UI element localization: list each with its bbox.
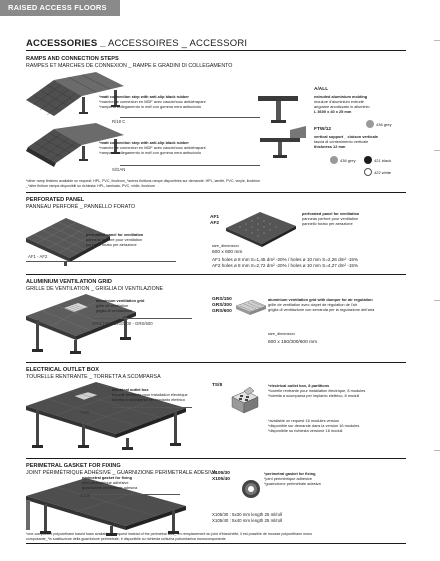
profile-code: A/ALL [314,87,329,92]
perforated-description: perforated panel for ventilation panneau perforé pour ventilation pannello forato per aerazione [302,211,360,227]
grid-dim-label: size_dimension [268,331,295,336]
swatch-label: 436 grey [376,122,392,127]
grid-leader [92,318,192,319]
outlet-box-thumbnail [230,387,260,415]
section-header-tab [0,0,120,16]
outlet-heading: ELECTRICAL OUTLET BOX [26,367,99,373]
perforated-heading: PERFORATED PANEL [26,197,85,203]
perforated-holes: AF1 holes ø 8 mm S=1,45 dm² -20% / holes ø 10 mm S=2,26 dm² -15% AF2 holes ø 8 mm S=2,72 dm² -20% / holes ø 10 mm S=4,27 dm² -15% [212,257,359,269]
section-divider [26,192,406,193]
swatch-label: 421 black [374,158,392,163]
margin-tick [434,40,440,41]
outlet-code: TS/8 [212,383,223,388]
outlet-img-code: TS/8 [80,410,90,415]
grid-description: aluminium ventilation grid with dumper for air regulation grille de ventilation avec clapet de régulation de l'air griglia di ventilazione con serranda per la regolazione dell'aria [268,297,375,313]
ftw-description: vertical support _ cloison verticale fascia di contenimento verticale thickness 12 mm [314,134,379,150]
perforated-codes: AF1 AF2 [210,215,220,227]
gasket-heading: PERIMETRAL GASKET FOR FIXING [26,463,121,469]
grid-codes: GRS/150 GRS/300 GRS/600 [212,297,232,315]
ramp-1-leader [120,117,260,118]
profile-description: extruded aluminium molding moulure d'aluminium extrudé angolare anodizzato in alluminio L 3600 x 40 x 25 mm [314,94,370,115]
swatch-421-black [364,156,372,164]
outlet-leader [112,407,192,408]
outlet-description: *electrical outlet box, 8 partitions *tourelle rentrante pour installation électrique, 8 modules *torretta a scomparsa per impianto elettrico, 8 moduli [268,383,366,399]
perforated-dim: 600 x 600 mm [212,250,243,255]
grid-img-description: aluminium ventilation grid grille de ventilation griglia di ventilazione [96,298,145,314]
aluminium-profile-illustration [258,92,308,160]
ramps-heading: RAMPS AND CONNECTION STEPS [26,56,119,62]
ramp-2-code: S/GAN [112,167,126,172]
grid-subheading: GRILLE DE VENTILATION _ GRIGLIA DI VENTILAZIONE [26,286,164,292]
ramp-2-leader [120,165,260,166]
section-divider [26,274,406,275]
ramps-footnote: *other ramp finishes available on request: HPL, PVC, linoleum_*autres finitions rampe disponibles sur demande: HPL, lamifé, PVC, vinyle, linoléum _*altre finiture rampa disponibili su richiesta: HPL, laminato, PVC, vinile, linoleum [26,179,261,188]
grid-heading: ALUMINIUM VENTILATION GRID [26,279,112,285]
swatch-436-grey [366,120,374,128]
gasket-img-description: perimetral gasket for fixing joint périmétrique adhésive guarnizione perimetrale adesiva [82,475,138,491]
outlet-notes: *available on request 16 modules version *disponible sur demande dans la version 16 modules *disponibile su richiesta versione 16 moduli [268,418,360,434]
gasket-codes: X105/30 X105/40 [212,471,230,483]
ramp-2-description: *matt connection step with anti-slip black rubber *marche de connexion en MDF avec caoutchouc antidérapant *rampa di collegamento in mdf con gomma nera antiscivolo [99,140,206,156]
ramp-1-code: R/18 C [112,119,126,124]
grid-img-code: GRS/150 - GRS/300 - GRS/600 [92,321,153,326]
swatch-label: 436 grey [340,158,356,163]
gasket-description: *perimetral gasket for fixing *joint périmétrique adhésive *guarnizione perimetrale adesiva [264,471,321,487]
page-title: ACCESSORIES _ ACCESSOIRES _ ACCESSORI [26,38,248,49]
margin-tick [434,450,440,451]
margin-tick [434,150,440,151]
gasket-img-code: X105 [80,493,91,498]
margin-tick [434,300,440,301]
grid-dim: 600 x 150/300/600 mm [268,340,318,345]
gasket-dims: X105/30 : 5x30 mm length 25 ml/roll X105/40 : 5x40 mm length 25 ml/roll [212,512,283,524]
ventilation-grid-thumbnail [236,298,266,318]
section-divider [26,458,406,459]
gasket-leader [82,494,180,495]
gasket-roll-thumbnail [240,478,262,500]
section-header-label: RAISED ACCESS FLOORS [8,3,107,12]
ramps-subheading: RAMPES ET MARCHES DE CONNEXION _ RAMPE E GRADINI DI COLLEGAMENTO [26,63,233,69]
perforated-dim-label: size_dimension [212,243,239,248]
perforated-leader [26,261,176,262]
section-divider [26,362,406,363]
section-divider [26,543,406,544]
ftw-code: FTW/12 [314,127,332,132]
ramp-1-description: *matt connection step with anti-slip black rubber *marche de connexion en MDF avec caoutchouc antidérapant *rampa di collegamento in mdf con gomma nera antiscivolo [99,94,206,110]
perforated-subheading: PANNEAU PERFORÉ _ PANNELLO FORATO [26,204,136,210]
perforated-img-code: AF1 - AF2 [28,254,48,259]
gasket-subheading: JOINT PÉRIMÉTRIQUE ADHÉSIVE _ GUARNIZIONE PERIMETRALE ADESIVA [26,470,217,476]
swatch-label: 422 white [374,170,392,175]
gasket-footnote: *one-component polyurethane based foam available on request instead of the perimetral seal_*en remplacement du joint d'étanchéité, il est possible de mousse polyuréthane mono composante_*in sostituzione della guarnizione perimetrale, è disponibile su richiesta schiuma poliuretanica monocomponente [26,532,313,541]
perforated-img-description: perforated panel for ventilation panneau perforé pour ventilation pannello forato per aerazione [86,232,144,248]
title-divider [26,50,406,51]
outlet-img-description: electrical outlet box tourelle rentrante pour installation électrique torretta a scomparsa per impianto elettrico [112,387,188,403]
swatch-436-grey-2 [330,156,338,164]
outlet-subheading: TOURELLE RENTRANTE _ TORRETTA A SCOMPARSA [26,374,161,380]
swatch-422-white [364,168,372,176]
